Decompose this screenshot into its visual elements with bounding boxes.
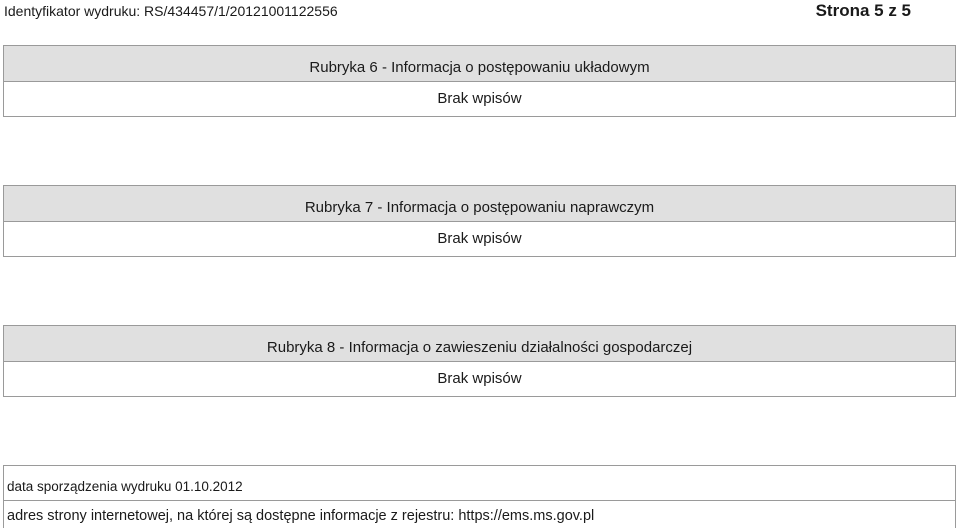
print-date: data sporządzenia wydruku 01.10.2012 (7, 479, 243, 494)
section-body: Brak wpisów (437, 230, 522, 247)
page-number: Strona 5 z 5 (815, 1, 911, 20)
section-rubryka-7 (3, 185, 956, 257)
print-footer (3, 465, 956, 528)
footer-divider (4, 500, 955, 501)
section-title: Rubryka 6 - Informacja o postępowaniu układowym (4, 46, 955, 82)
section-body: Brak wpisów (437, 370, 522, 387)
section-rubryka-8 (3, 325, 956, 397)
section-title: Rubryka 8 - Informacja o zawieszeniu działalności gospodarczej (4, 326, 955, 362)
print-identifier: Identyfikator wydruku: RS/434457/1/20121001122556 (4, 3, 338, 19)
section-body: Brak wpisów (437, 90, 522, 107)
section-rubryka-6 (3, 45, 956, 117)
section-title: Rubryka 7 - Informacja o postępowaniu naprawczym (4, 186, 955, 222)
registry-url-line: adres strony internetowej, na której są dostępne informacje z rejestru: https://ems.ms.gov.pl (7, 508, 595, 524)
